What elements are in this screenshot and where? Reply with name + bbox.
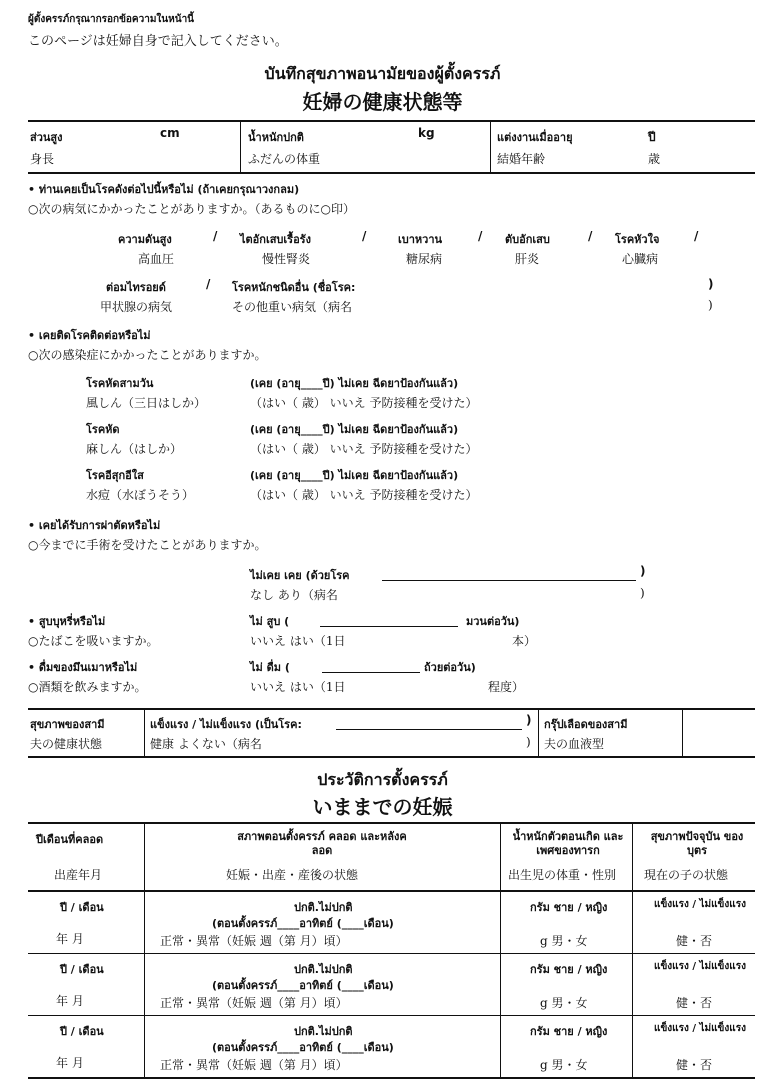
infection-varicella-th: โรคอีสุกอีใส — [86, 469, 144, 482]
slash-4: / — [588, 229, 593, 243]
history-row-date-th: ปี / เดือน — [60, 1025, 104, 1038]
marriage-label-jp: 結婚年齢 — [497, 152, 546, 166]
infection-measles-jp: 麻しん（はしか） — [86, 442, 183, 456]
disease-diabetes-th: เบาหวาน — [398, 233, 443, 246]
slash-3: / — [478, 229, 483, 243]
slash-5: / — [694, 229, 699, 243]
disease-diabetes-jp: 糖尿病 — [406, 252, 443, 266]
smoking-question-jp: ○たばこを吸いますか。 — [28, 634, 159, 648]
page-title-th: บันทึกสุขภาพอนามัยของผู้ตั้งครรภ์ — [264, 64, 501, 83]
history-row-state1-th: ปกติ.ไม่ปกติ — [294, 963, 353, 976]
history-row-health-jp: 健・否 — [676, 1058, 713, 1072]
history-row-weight-th: กรัม ชาย / หญิง — [530, 963, 608, 976]
disease-thyroid-jp: 甲状腺の病気 — [100, 300, 173, 314]
surgery-question-jp: ○今までに手術を受けたことがありますか。 — [28, 538, 267, 552]
disease-nephritis-th: ไตอักเสบเรื้อรัง — [240, 233, 311, 246]
surgery-answer-th: ไม่เคย เคย (ด้วยโรค — [250, 569, 350, 582]
disease-other-jp: その他重い病気（病名 — [232, 300, 353, 314]
drinking-answer-jp: いいえ はい（1日 — [250, 680, 346, 694]
marriage-unit-jp: 歳 — [648, 152, 661, 166]
history-row-date-th: ปี / เดือน — [60, 901, 104, 914]
surgery-answer-jp: なし あり（病名 — [250, 588, 338, 602]
disease-hepatitis-th: ตับอักเสบ — [505, 233, 550, 246]
history-header-date-th: ปีเดือนที่คลอด — [36, 833, 104, 846]
infection-question-jp: ○次の感染症にかかったことがありますか。 — [28, 348, 267, 362]
history-row-health-th: แข็งแรง / ไม่แข็งแรง — [654, 899, 746, 910]
drinking-unit-th: ถ้วยต่อวัน) — [424, 661, 476, 674]
husband-status-th: แข็งแรง / ไม่แข็งแรง (เป็นโรค: — [150, 718, 302, 731]
disease-heart-th: โรคหัวใจ — [615, 233, 660, 246]
history-row-health-jp: 健・否 — [676, 934, 713, 948]
infection-varicella-opt-jp: （はい（ 歳） いいえ 予防接種を受けた） — [250, 488, 478, 502]
infection-rubella-opt-jp: （はい（ 歳） いいえ 予防接種を受けた） — [250, 396, 478, 410]
page-title-jp: 妊婦の健康状態等 — [302, 90, 463, 114]
surgery-question-th: • เคยได้รับการผ่าตัดหรือไม่ — [28, 516, 160, 534]
history-header-health-th: สุขภาพปัจจุบัน ของบุตร — [650, 830, 744, 857]
disease-thyroid-th: ต่อมไทรอยด์ — [106, 281, 166, 294]
history-row-state-jp: 正常・異常（妊娠 週（第 月）頃） — [160, 1058, 348, 1072]
disease-other-close-jp: ) — [708, 298, 713, 312]
height-label-th: ส่วนสูง — [30, 131, 63, 144]
infection-rubella-th: โรคหัดสามวัน — [86, 377, 154, 390]
husband-health-jp: 夫の健康状態 — [30, 737, 103, 751]
husband-blood-th: กรุ๊ปเลือดของสามี — [544, 718, 628, 731]
history-row-date-th: ปี / เดือน — [60, 963, 104, 976]
disease-nephritis-jp: 慢性腎炎 — [262, 252, 311, 266]
history-row-date-jp: 年 月 — [56, 1056, 84, 1070]
history-header-health-jp: 現在の子の状態 — [644, 868, 729, 882]
infection-varicella-jp: 水痘（水ぼうそう） — [86, 488, 195, 502]
infection-measles-th: โรคหัด — [86, 423, 120, 436]
history-row-weight-th: กรัม ชาย / หญิง — [530, 1025, 608, 1038]
history-title-jp: いままでの妊娠 — [312, 795, 453, 819]
husband-status-close-th: ) — [526, 713, 532, 727]
history-header-weight-jp: 出生児の体重・性別 — [508, 868, 617, 882]
weight-unit: kg — [418, 126, 435, 140]
history-row-state-jp: 正常・異常（妊娠 週（第 月）頃） — [160, 996, 348, 1010]
smoking-answer-th: ไม่ สูบ ( — [250, 615, 290, 628]
history-row-weight-jp: g 男・女 — [540, 996, 588, 1010]
infection-question-th: • เคยติดโรคติดต่อหรือไม่ — [28, 326, 151, 344]
history-row-state2-th: (ตอนตั้งครรภ์____อาทิตย์ (____เดือน) — [212, 1041, 394, 1054]
history-row-health-th: แข็งแรง / ไม่แข็งแรง — [654, 961, 746, 972]
smoking-question-th: • สูบบุหรี่หรือไม่ — [28, 612, 105, 630]
weight-label-th: น้ำหนักปกติ — [248, 131, 304, 144]
husband-blood-jp: 夫の血液型 — [544, 737, 605, 751]
history-row-weight-jp: g 男・女 — [540, 1058, 588, 1072]
smoking-unit-jp: 本） — [512, 634, 537, 648]
slash-6: / — [206, 277, 211, 291]
diseases-question-th: • ท่านเคยเป็นโรคดังต่อไปนี้หรือไม่ (ถ้าเคยกรุณาวงกลม) — [28, 180, 299, 198]
disease-hepatitis-jp: 肝炎 — [515, 252, 540, 266]
husband-status-close-jp: ) — [526, 735, 531, 749]
slash-1: / — [213, 229, 218, 243]
husband-health-th: สุขภาพของสามี — [30, 718, 105, 731]
husband-status-jp: 健康 よくない（病名 — [150, 737, 262, 751]
infection-varicella-opt-th: (เคย (อายุ____ปี) ไม่เคย ฉีดยาป้องกันแล้ว) — [250, 469, 459, 482]
marriage-label-th: แต่งงานเมื่ออายุ — [497, 131, 573, 144]
smoking-answer-jp: いいえ はい（1日 — [250, 634, 346, 648]
weight-label-jp: ふだんの体重 — [248, 152, 321, 166]
history-header-weight-th: น้ำหนักตัวตอนเกิด และเพศของทารก — [512, 830, 624, 857]
drinking-question-jp: ○酒類を飲みますか。 — [28, 680, 147, 694]
surgery-close-jp: ) — [640, 586, 645, 600]
diseases-question-jp: ○次の病気にかかったことがありますか。（あるものに○印） — [28, 202, 355, 216]
infection-rubella-jp: 風しん（三日はしか） — [86, 396, 207, 410]
height-label-jp: 身長 — [30, 152, 55, 166]
disease-other-close-th: ) — [708, 277, 714, 291]
history-row-health-th: แข็งแรง / ไม่แข็งแรง — [654, 1023, 746, 1034]
disease-hypertension-th: ความดันสูง — [118, 233, 172, 246]
history-title-th: ประวัติการตั้งครรภ์ — [317, 770, 448, 789]
disease-heart-jp: 心臓病 — [622, 252, 659, 266]
infection-rubella-opt-th: (เคย (อายุ____ปี) ไม่เคย ฉีดยาป้องกันแล้ว) — [250, 377, 459, 390]
header-note-jp: このページは妊婦自身で記入してください。 — [28, 34, 288, 49]
height-unit: cm — [160, 126, 180, 140]
infection-measles-opt-th: (เคย (อายุ____ปี) ไม่เคย ฉีดยาป้องกันแล้ว) — [250, 423, 459, 436]
history-header-state-th: สภาพตอนตั้งครรภ์ คลอด และหลังคลอด — [237, 830, 407, 857]
disease-other-th: โรคหนักชนิดอื่น (ชื่อโรค: — [232, 281, 356, 294]
slash-2: / — [362, 229, 367, 243]
history-row-health-jp: 健・否 — [676, 996, 713, 1010]
history-row-state2-th: (ตอนตั้งครรภ์____อาทิตย์ (____เดือน) — [212, 917, 394, 930]
smoking-unit-th: มวนต่อวัน) — [466, 615, 520, 628]
history-row-date-jp: 年 月 — [56, 932, 84, 946]
history-row-state1-th: ปกติ.ไม่ปกติ — [294, 1025, 353, 1038]
history-row-weight-jp: g 男・女 — [540, 934, 588, 948]
infection-measles-opt-jp: （はい（ 歳） いいえ 予防接種を受けた） — [250, 442, 478, 456]
marriage-unit-th: ปี — [648, 130, 656, 144]
header-note-th: ผู้ตั้งครรภ์กรุณากรอกข้อความในหน้านี้ — [28, 14, 195, 25]
history-header-state-jp: 妊娠・出産・産後の状態 — [226, 868, 359, 882]
history-row-date-jp: 年 月 — [56, 994, 84, 1008]
history-row-state2-th: (ตอนตั้งครรภ์____อาทิตย์ (____เดือน) — [212, 979, 394, 992]
history-row-state-jp: 正常・異常（妊娠 週（第 月）頃） — [160, 934, 348, 948]
surgery-close-th: ) — [640, 564, 646, 578]
history-row-weight-th: กรัม ชาย / หญิง — [530, 901, 608, 914]
history-row-state1-th: ปกติ.ไม่ปกติ — [294, 901, 353, 914]
drinking-question-th: • ดื่มของมึนเมาหรือไม่ — [28, 658, 137, 676]
history-header-date-jp: 出産年月 — [54, 868, 103, 882]
drinking-unit-jp: 程度） — [488, 680, 525, 694]
disease-hypertension-jp: 高血圧 — [138, 252, 175, 266]
drinking-answer-th: ไม่ ดื่ม ( — [250, 661, 290, 674]
